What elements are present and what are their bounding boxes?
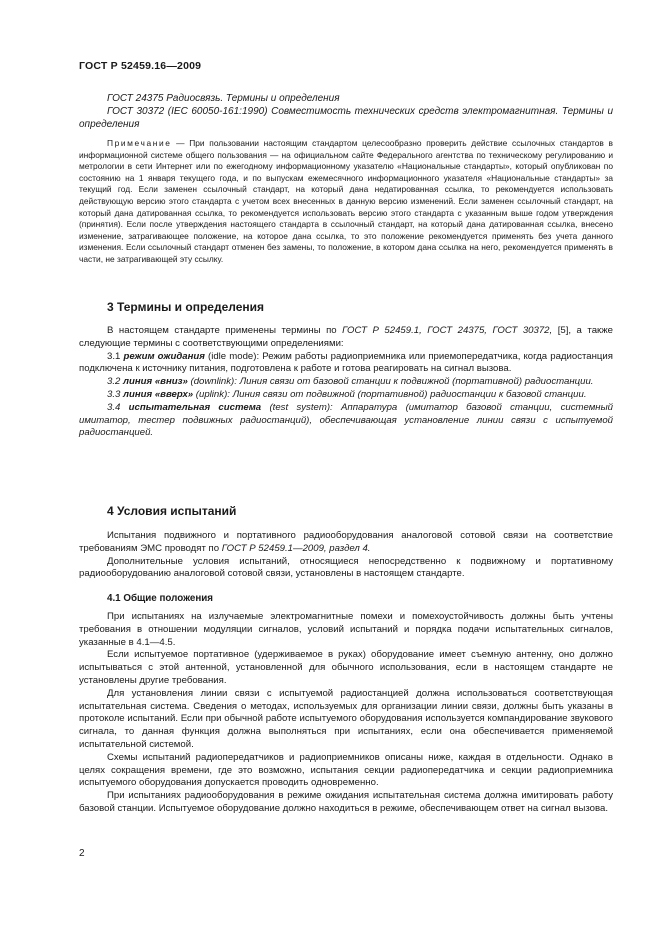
term-name: линия «вниз» <box>123 376 188 388</box>
document-code-header: ГОСТ Р 52459.16—2009 <box>79 60 202 72</box>
normative-references-list <box>79 92 613 131</box>
term-definition: Линия связи от базовой станции к подвижной (портативной) радиостанции. <box>239 376 594 388</box>
section-3-body <box>79 325 613 440</box>
page-number: 2 <box>79 848 85 859</box>
term-definition: Режим работы радиоприемника или приемопередатчика, когда радиостанция подключена к источнику питания, подготовлена к работе и готова реагировать на сигнал вызова. <box>79 350 613 375</box>
term-name: линия «вверх» <box>123 388 194 400</box>
term-3-4: 3.4 испытательная система (test system): Аппаратура (имитатор базовой станции, системный имитатор, тестер подвижных радиостанций), обеспечивающая установление линии связи с испытуемой радиостанцией. <box>79 401 613 439</box>
reference-item: ГОСТ 30372 (IEC 60050-161:1990) Совместимость технических средств электромагнитная. Термины и определения <box>79 106 613 130</box>
note-text: — При пользовании настоящим стандартом целесообразно проверить действие ссылочных стандартов в информационной системе общего пользования — на официальном сайте Федерального агентства по техническому регулированию и метрологии в сети Интернет или по ежегодному информационному указателю «Национальные стандарты», который опубликован по состоянию на 1 января текущего года, и по выпускам ежемесячного информационного указателя «Национальные стандарты» за текущий год. Если заменен ссылочный стандарт, на который дана недатированная ссылка, то рекомендуется использовать действующую версию этого стандарта с учетом всех внесенных в данную версию изменений. Если заменен ссылочный стандарт, на который дана датированная ссылка, то рекомендуется использовать версию этого стандарта с указанным выше годом утверждения (принятия). Если после утверждения настоящего стандарта в ссылочный стандарт, на который дана датированная ссылка, внесено изменение, затрагивающее положение, на которое дана ссылка, то это положение рекомендуется применять без учета данного изменения. Если ссылочный стандарт отменен без замены, то положение, в котором дана ссылка на него, рекомендуется применять в части, не затрагивающей эту ссылку. <box>79 138 613 264</box>
subsection-paragraph: Для установления линии связи с испытуемой радиостанцией должна использоваться соответствующая испытательная система. Сведения о методах, используемых для организации линии связи, должны быть указаны в протоколе испытаний. Если при обычной работе испытуемого оборудования используется компандирование звукового сигнала, то данная функция должна выполняться при испытаниях, если она обеспечивается применяемой испытательной системой. <box>79 687 613 750</box>
term-3-1: 3.1 режим ожидания (idle mode): Режим работы радиоприемника или приемопередатчика, когда радиостанция подключена к источнику питания, подготовлена к работе и готова реагировать на сигнал вызова. <box>79 350 613 375</box>
intro-references: ГОСТ Р 52459.1, ГОСТ 24375, ГОСТ 30372, <box>342 325 553 336</box>
subsection-paragraph: Если испытуемое портативное (удерживаемое в руках) оборудование имеет съемную антенну, оно должно испытываться с этой антенной, установленной для обычного использования, если в настоящем стандарте не установлены другие требования. <box>79 649 613 686</box>
term-name: испытательная система <box>128 401 262 413</box>
term-definition: Аппаратура (имитатор базовой станции, системный имитатор, тестер подвижных радиостанций), обеспечивающая установление линии связи с испытуемой радиостанцией. <box>79 401 613 439</box>
section-3-intro: В настоящем стандарте применены термины по ГОСТ Р 52459.1, ГОСТ 24375, ГОСТ 30372, [5], а также следующие термины с соответствующими определениями: <box>79 325 613 349</box>
term-3-3: 3.3 линия «вверх» (uplink): Линия связи от подвижной (портативной) радиостанции к базовой станции. <box>107 388 587 400</box>
section-4-body <box>79 530 613 581</box>
section-4-reference: ГОСТ Р 52459.1—2009, раздел 4. <box>221 542 371 554</box>
term-definition: Линия связи от подвижной (портативной) радиостанции к базовой станции. <box>232 388 587 400</box>
section-4-title: 4 Условия испытаний <box>107 504 237 518</box>
note-paragraph <box>79 138 613 266</box>
subsection-paragraph: При испытаниях на излучаемые электромагнитные помехи и помехоустойчивость должны быть учтены требования в отношении модуляции сигналов, условий испытаний и порядка подачи испытательных сигналов, указанные в 4.1—4.5. <box>79 611 613 648</box>
note-label: Примечание <box>107 138 172 148</box>
section-4-paragraph: Испытания подвижного и портативного радиооборудования аналоговой сотовой связи на соответствие требованиям ЭМС проводят по ГОСТ Р 52459.1—2009, раздел 4. <box>79 530 613 554</box>
term-name: режим ожидания <box>123 350 205 362</box>
reference-note <box>79 138 613 266</box>
subsection-paragraph: Схемы испытаний радиопередатчиков и радиоприемников описаны ниже, каждая в отдельности. Однако в целях сокращения времени, где это возможно, испытания секции радиопередатчика и секции радиоприемника испытуемого оборудования допускается проводить одновременно. <box>79 751 613 789</box>
section-3-title: 3 Термины и определения <box>107 300 265 314</box>
subsection-4-1-body <box>79 611 613 816</box>
section-4-paragraph: Дополнительные условия испытаний, относящиеся непосредственно к подвижному и портативному радиооборудованию аналоговой сотовой связи, установлены в настоящем стандарте. <box>79 555 613 580</box>
subsection-4-1-title: 4.1 Общие положения <box>107 593 214 604</box>
subsection-paragraph: При испытаниях радиооборудования в режиме ожидания испытательная система должна имитировать работу базовой станции. Испытуемое оборудование должно находиться в режиме, обеспечивающем ответ на сигнал вызова. <box>79 790 613 814</box>
term-3-2: 3.2 линия «вниз» (downlink): Линия связи от базовой станции к подвижной (портативной) радиостанции. <box>107 376 594 388</box>
reference-item: ГОСТ 24375 Радиосвязь. Термины и определения <box>107 93 340 104</box>
